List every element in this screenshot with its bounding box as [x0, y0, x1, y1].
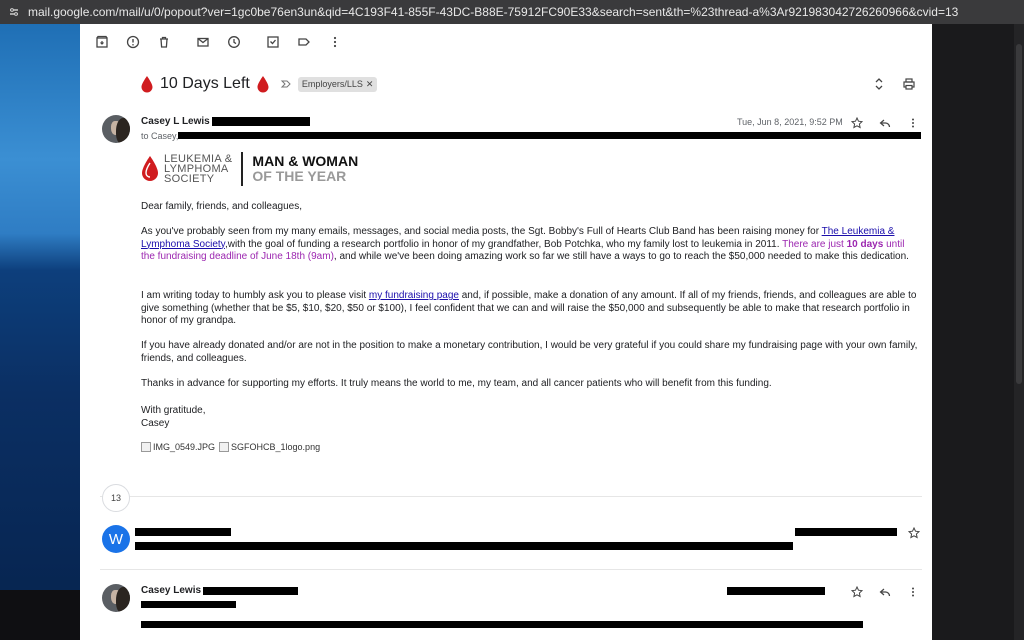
- more-vert-icon[interactable]: [325, 32, 345, 52]
- message-more-icon[interactable]: [905, 584, 921, 600]
- star-icon[interactable]: [908, 526, 920, 544]
- blood-drop-icon: [256, 75, 270, 93]
- thread-divider: [100, 496, 922, 497]
- sender-name[interactable]: Casey Lewis: [141, 585, 202, 596]
- site-settings-icon[interactable]: [6, 4, 22, 20]
- redacted-date: [727, 587, 825, 595]
- message-actions: [837, 584, 921, 600]
- broken-image-1[interactable]: IMG_0549.JPG: [141, 442, 215, 452]
- message-more-icon[interactable]: [905, 115, 921, 131]
- redacted-sender-email: [203, 587, 298, 595]
- lls-link[interactable]: The Leukemia & Lymphoma Society: [141, 226, 895, 250]
- paragraph-1: As you've probably seen from my many emails, messages, and social media posts, the Sgt. Bobby's Full of Hearts Club Band has been raising money for The Leukemia & Lymphoma Society,with the goal of funding a research portfolio in honor of my grandfather, Bob Potchka, who my family lost to leukemia in 2011. There are just 10 days until the fundraising deadline of June 18th (9am), and while we've been doing amazing work so far we still have a ways to go to reach the $50,000 needed to make this dedication.: [141, 226, 909, 262]
- paragraph-3: If you have already donated and/or are not in the position to make a monetary contribution, I would be very grateful if you could share my fundraising page with your own family, friends, and colleagues.: [141, 340, 918, 364]
- snooze-icon[interactable]: [224, 32, 244, 52]
- thread-subject: 10 Days Left: [160, 75, 250, 92]
- signature-name: Casey: [141, 418, 170, 429]
- importance-marker-icon[interactable]: [280, 78, 292, 90]
- redacted-sender-email: [212, 117, 310, 126]
- lls-drop-logo-icon: [140, 155, 160, 183]
- message-actions: [837, 115, 921, 131]
- redacted-recipients: [178, 132, 921, 139]
- avatar[interactable]: [102, 584, 130, 612]
- sender-name[interactable]: Casey L Lewis: [141, 116, 210, 127]
- mark-unread-icon[interactable]: [193, 32, 213, 52]
- logo-divider: [241, 152, 243, 186]
- print-icon[interactable]: [898, 74, 920, 94]
- greeting: Dear family, friends, and colleagues,: [141, 201, 303, 212]
- collapsed-messages-count[interactable]: 13: [102, 484, 130, 512]
- add-to-tasks-icon[interactable]: [263, 32, 283, 52]
- message-toolbar: [80, 24, 932, 60]
- avatar[interactable]: W: [102, 525, 130, 553]
- archive-icon[interactable]: [92, 32, 112, 52]
- report-spam-icon[interactable]: [123, 32, 143, 52]
- lls-org-name: LEUKEMIA & LYMPHOMA SOCIETY: [164, 153, 233, 185]
- message-date: Tue, Jun 8, 2021, 9:52 PM: [737, 117, 843, 127]
- star-icon[interactable]: [849, 584, 865, 600]
- url-text[interactable]: mail.google.com/mail/u/0/popout?ver=1gc0be76en3un&qid=4C193F41-855F-43DC-B88E-75912FC90E33&search=sent&th=%23thread-a%3Ar921983042726260966&cvid=13: [28, 5, 959, 19]
- redacted-recipients: [141, 601, 236, 608]
- inline-images: [141, 442, 324, 452]
- subject-actions: [860, 74, 920, 94]
- lls-logo: [140, 152, 358, 186]
- fundraising-page-link[interactable]: my fundraising page: [368, 290, 459, 301]
- broken-image-2[interactable]: SGFOHCB_1logo.png: [219, 442, 320, 452]
- redacted-message-body: [141, 621, 863, 628]
- dock-shadow: [0, 590, 80, 640]
- label-chip-text: Employers/LLS: [301, 79, 363, 89]
- label-chip[interactable]: [298, 77, 378, 92]
- recipients-line[interactable]: to Casey,: [141, 131, 179, 141]
- scrollbar-thumb[interactable]: [1016, 44, 1022, 384]
- background-window: [932, 24, 1024, 640]
- browser-url-bar[interactable]: [0, 0, 1024, 24]
- thread-divider: [100, 569, 922, 570]
- avatar[interactable]: [102, 115, 130, 143]
- redacted-date: [795, 528, 897, 536]
- subject-row: [140, 72, 377, 96]
- gmail-popout-window: [80, 24, 932, 640]
- page-scrollbar[interactable]: [1014, 24, 1024, 640]
- campaign-title: MAN & WOMAN OF THE YEAR: [252, 153, 359, 184]
- reply-icon[interactable]: [877, 115, 893, 131]
- broken-image-icon: [219, 442, 229, 452]
- remove-label-icon[interactable]: ✕: [365, 78, 374, 89]
- reply-icon[interactable]: [877, 584, 893, 600]
- paragraph-2: I am writing today to humbly ask you to please visit my fundraising page and, if possible, make a donation of any amount. If all of my friends, friends, and colleagues are able to give something (whether that be $5, $10, $20, $50 or $100), I feel confident that we can and will raise the $50,000 and subsequently be able to make that research portfolio in honor of my grandpa.: [141, 290, 917, 326]
- label-icon[interactable]: [294, 32, 314, 52]
- redacted-snippet: [135, 542, 793, 550]
- star-icon[interactable]: [849, 115, 865, 131]
- delete-icon[interactable]: [154, 32, 174, 52]
- expand-all-icon[interactable]: [868, 74, 890, 94]
- closing-line: With gratitude,: [141, 405, 206, 416]
- broken-image-icon: [141, 442, 151, 452]
- paragraph-4: Thanks in advance for supporting my efforts. It truly means the world to me, my team, and all cancer patients who will benefit from this funding.: [141, 378, 772, 389]
- redacted-sender: [135, 528, 231, 536]
- blood-drop-icon: [140, 75, 154, 93]
